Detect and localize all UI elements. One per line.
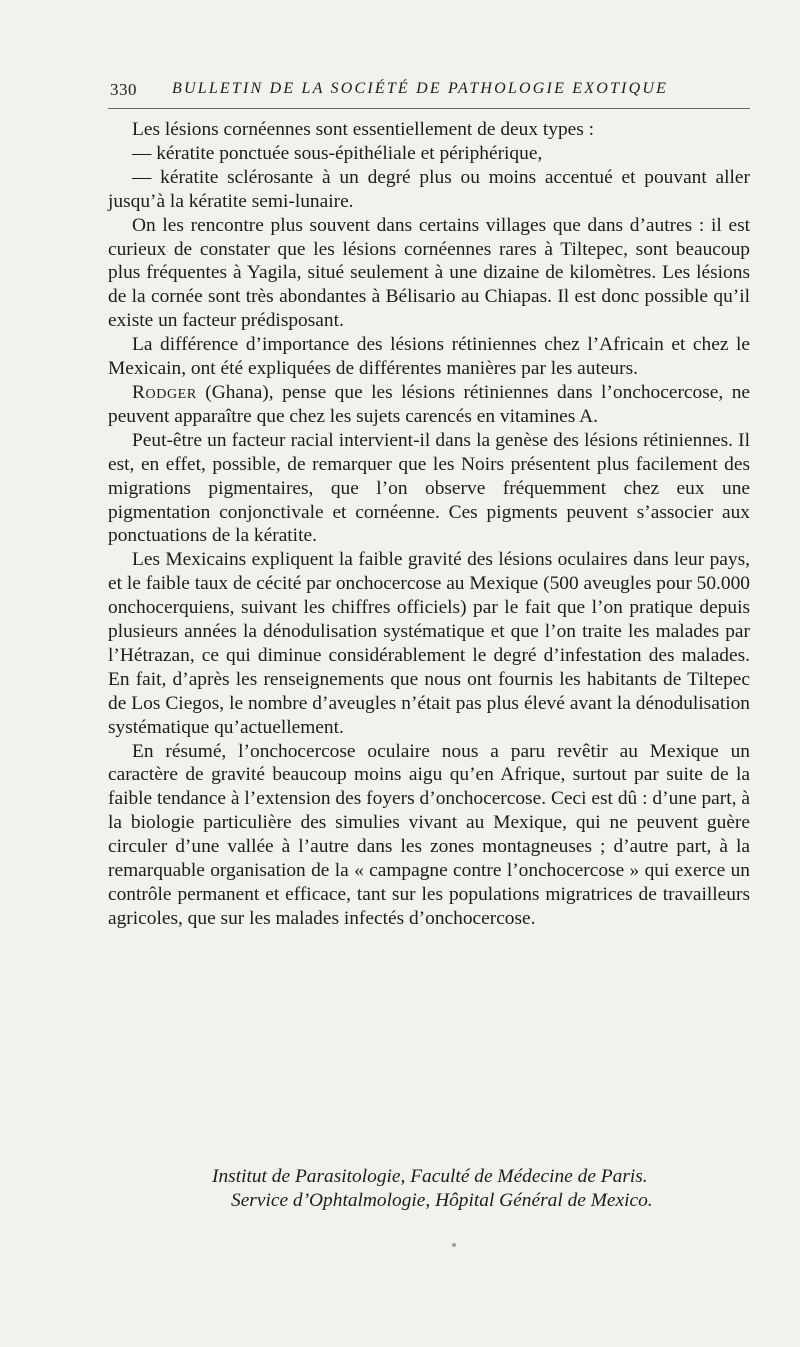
affiliation-paris: Institut de Parasitologie, Faculté de Médecine de Paris. — [212, 1166, 648, 1187]
affiliation-mexico: Service d’Ophtalmologie, Hôpital Général de Mexico. — [231, 1190, 653, 1211]
paragraph-rodger — [108, 381, 750, 429]
page-header — [108, 78, 750, 109]
page-number: 330 — [110, 80, 137, 99]
author-affiliations — [212, 1165, 732, 1213]
running-title: BULLETIN DE LA SOCIÉTÉ DE PATHOLOGIE EXOTIQUE — [172, 80, 669, 97]
paragraph-villages: On les rencontre plus souvent dans certains villages que dans d’autres : il est curieux de constater que les lésions cornéennes rares à Tiltepec, sont beaucoup plus fréquentes à Yagila, situé seulement à une dizaine de kilomètres. Les lésions de la cornée sont très abondantes à Bélisario au Chiapas. Il est donc possible qu’il existe un facteur prédisposant. — [108, 214, 750, 332]
paragraph-sclerosing-keratitis: — kératite sclérosante à un degré plus ou moins accentué et pouvant aller jusqu’à la kératite semi-lunaire. — [108, 166, 750, 212]
paragraph-summary: En résumé, l’onchocercose oculaire nous a paru revêtir au Mexique un caractère de gravité beaucoup moins aigu qu’en Afrique, surtout par suite de la faible tendance à l’extension des foyers d’onchocercose. Ceci est dû : d’une part, à la biologie particulière des simulies vivant au Mexique, qui ne peuvent guère circuler d’une vallée à l’autre dans les zones montagneuses ; d’autre part, à la remarquable organisation de la « campagne contre l’onchocercose » qui exerce un contrôle permanent et efficace, tant sur les populations migratrices de travailleurs agricoles, que sur les malades infectés d’onchocercose. — [108, 740, 750, 929]
paragraph-mexican-explanation: Les Mexicains expliquent la faible gravité des lésions oculaires dans leur pays, et le faible taux de cécité par onchocercose au Mexique (500 aveugles pour 50.000 onchocerquiens, suivant les chiffres officiels) par le fait que l’on pratique depuis plusieurs années la dénodulisation systématique et que l’on traite les malades par l’Hétrazan, ce qui diminue considérablement le degré d’infestation des malades. En fait, d’après les renseignements que nous ont fournis les habitants de Tiltepec de Los Ciegos, le nombre d’aveugles n’était pas plus élevé avant la dénodulisation systématique qu’actuellement. — [108, 549, 750, 738]
paragraph-punctate-keratitis: — kératite ponctuée sous-épithéliale et périphérique, — [132, 142, 543, 164]
paragraph-corneal-lesion-types: Les lésions cornéennes sont essentiellement de deux types : — [132, 119, 595, 140]
author-name-rodger: Rodger — [132, 381, 197, 403]
paragraph-retinal-differences: La différence d’importance des lésions rétiniennes chez l’Africain et chez le Mexicain, ont été expliquées de différentes manières par les auteurs. — [108, 334, 750, 380]
article-body — [108, 118, 750, 931]
print-speck — [452, 1243, 456, 1247]
paragraph-rodger-text: (Ghana), pense que les lésions rétiniennes dans l’onchocercose, ne peuvent apparaître que chez les sujets carencés en vitamines A. — [108, 381, 750, 427]
paragraph-racial-factor: Peut-être un facteur racial intervient-il dans la genèse des lésions rétiniennes. Il est, en effet, possible, de remarquer que les Noirs présentent plus facilement des migrations pigmentaires, que l’on observe fréquemment chez eux une pigmentation conjonctivale et cornéenne. Ces pigments peuvent s’associer aux ponctuations de la kératite. — [108, 429, 750, 547]
